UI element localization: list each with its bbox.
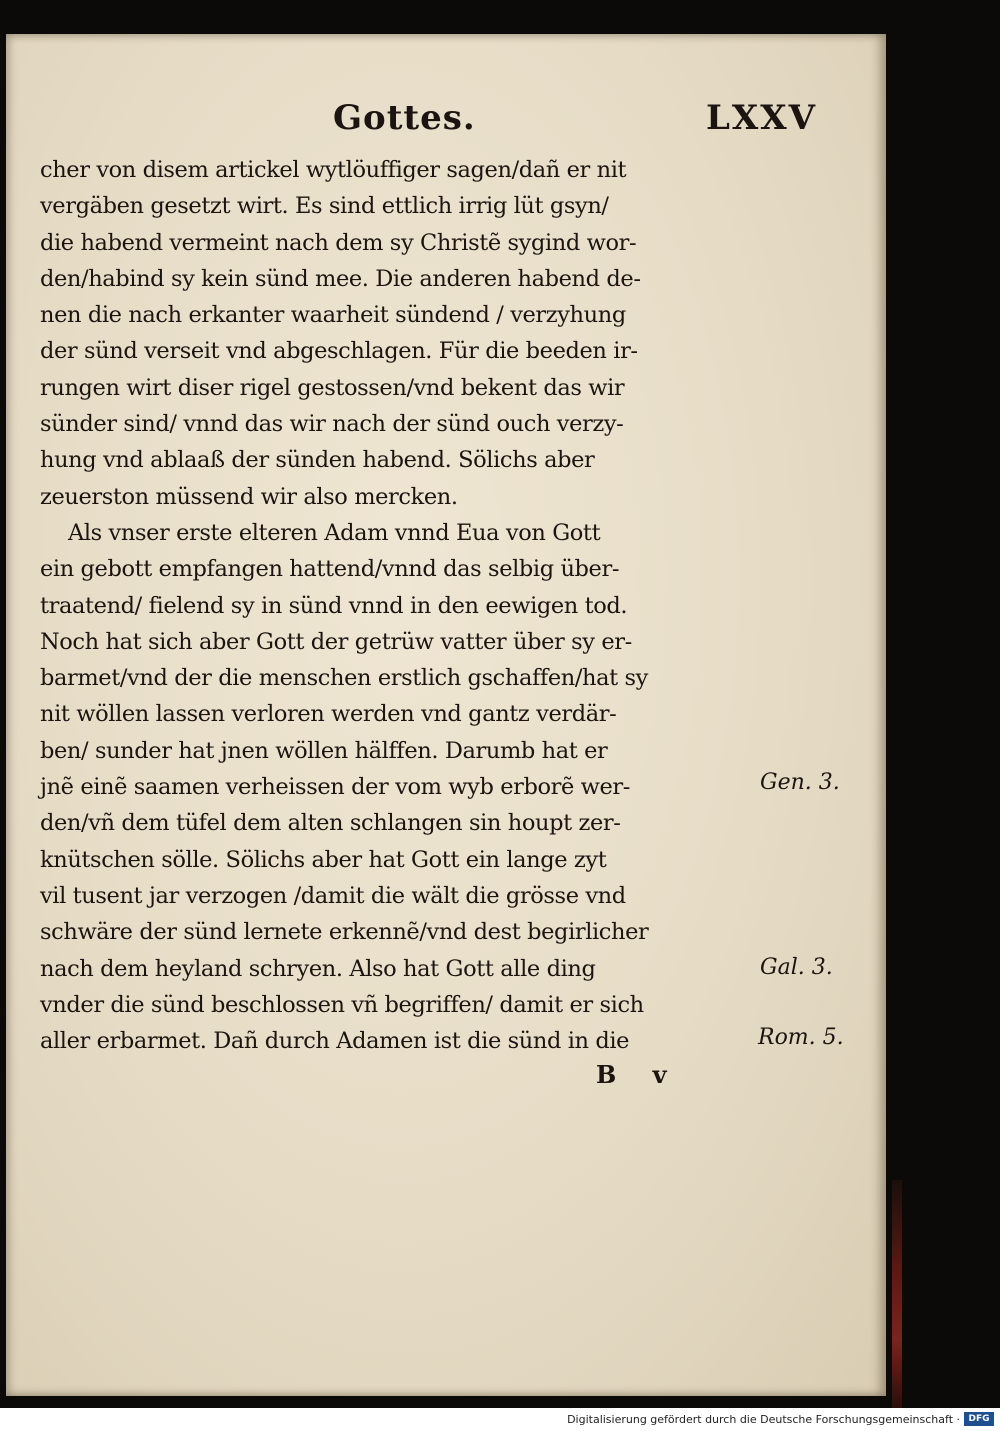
folio-number: LXXV <box>706 98 818 138</box>
dfg-logo: DFG <box>964 1412 994 1426</box>
text-line: den/vñ dem tüfel dem alten schlangen sin houpt zer- <box>40 810 621 837</box>
text-line: nen die nach erkanter waarheit sündend / verzyhung <box>40 302 626 329</box>
signature-mark: B v <box>596 1060 681 1089</box>
text-line: Noch hat sich aber Gott der getrüw vatter über sy er- <box>40 628 632 655</box>
text-line: der sünd verseit vnd abgeschlagen. Für die beeden ir- <box>40 338 638 365</box>
margin-note: Gal. 3. <box>760 955 833 980</box>
footer-credit: Digitalisierung gefördert durch die Deutsche Forschungsgemeinschaft · <box>567 1413 960 1426</box>
text-line: vergäben gesetzt wirt. Es sind ettlich irrig lüt gsyn/ <box>40 193 609 220</box>
text-line: nit wöllen lassen verloren werden vnd gantz verdär- <box>40 701 617 728</box>
text-line: jnẽ einẽ saamen verheissen der vom wyb erborẽ wer- <box>40 774 630 801</box>
text-line: vil tusent jar verzogen /damit die wält die grösse vnd <box>40 882 626 909</box>
text-line: sünder sind/ vnnd das wir nach der sünd ouch verzy- <box>40 411 624 438</box>
text-line: traatend/ fielend sy in sünd vnnd in den eewigen tod. <box>40 592 628 619</box>
text-line: vnder die sünd beschlossen vñ begriffen/ damit er sich <box>40 991 644 1018</box>
text-line: zeuerston müssend wir also mercken. <box>40 483 458 510</box>
text-line: den/habind sy kein sünd mee. Die anderen habend de- <box>40 265 641 292</box>
text-line: hung vnd ablaaß der sünden habend. Sölichs aber <box>40 447 595 474</box>
running-head: Gottes. <box>333 98 476 138</box>
text-line: ein gebott empfangen hattend/vnnd das selbig über- <box>40 556 620 583</box>
text-line: ben/ sunder hat jnen wöllen hälffen. Darumb hat er <box>40 737 608 764</box>
text-line: aller erbarmet. Dañ durch Adamen ist die sünd in die <box>40 1028 630 1055</box>
text-line: nach dem heyland schryen. Also hat Gott alle ding <box>40 955 596 982</box>
footer-bar <box>0 1408 1000 1431</box>
text-line: cher von disem artickel wytlöuffiger sagen/dañ er nit <box>40 157 627 183</box>
text-line: knütschen sölle. Sölichs aber hat Gott ein lange zyt <box>40 846 607 873</box>
text-line: rungen wirt diser rigel gestossen/vnd bekent das wir <box>40 374 625 401</box>
text-line: Als vnser erste elteren Adam vnnd Eua von Gott <box>68 519 601 546</box>
margin-note: Rom. 5. <box>758 1025 844 1050</box>
book-edge <box>892 1180 902 1408</box>
text-line: barmet/vnd der die menschen erstlich gschaffen/hat sy <box>40 665 648 692</box>
margin-note: Gen. 3. <box>760 770 840 795</box>
body-text <box>40 152 775 1059</box>
text-line: die habend vermeint nach dem sy Christẽ sygind wor- <box>40 229 637 256</box>
text-line: schwäre der sünd lernete erkennẽ/vnd dest begirlicher <box>40 919 649 946</box>
